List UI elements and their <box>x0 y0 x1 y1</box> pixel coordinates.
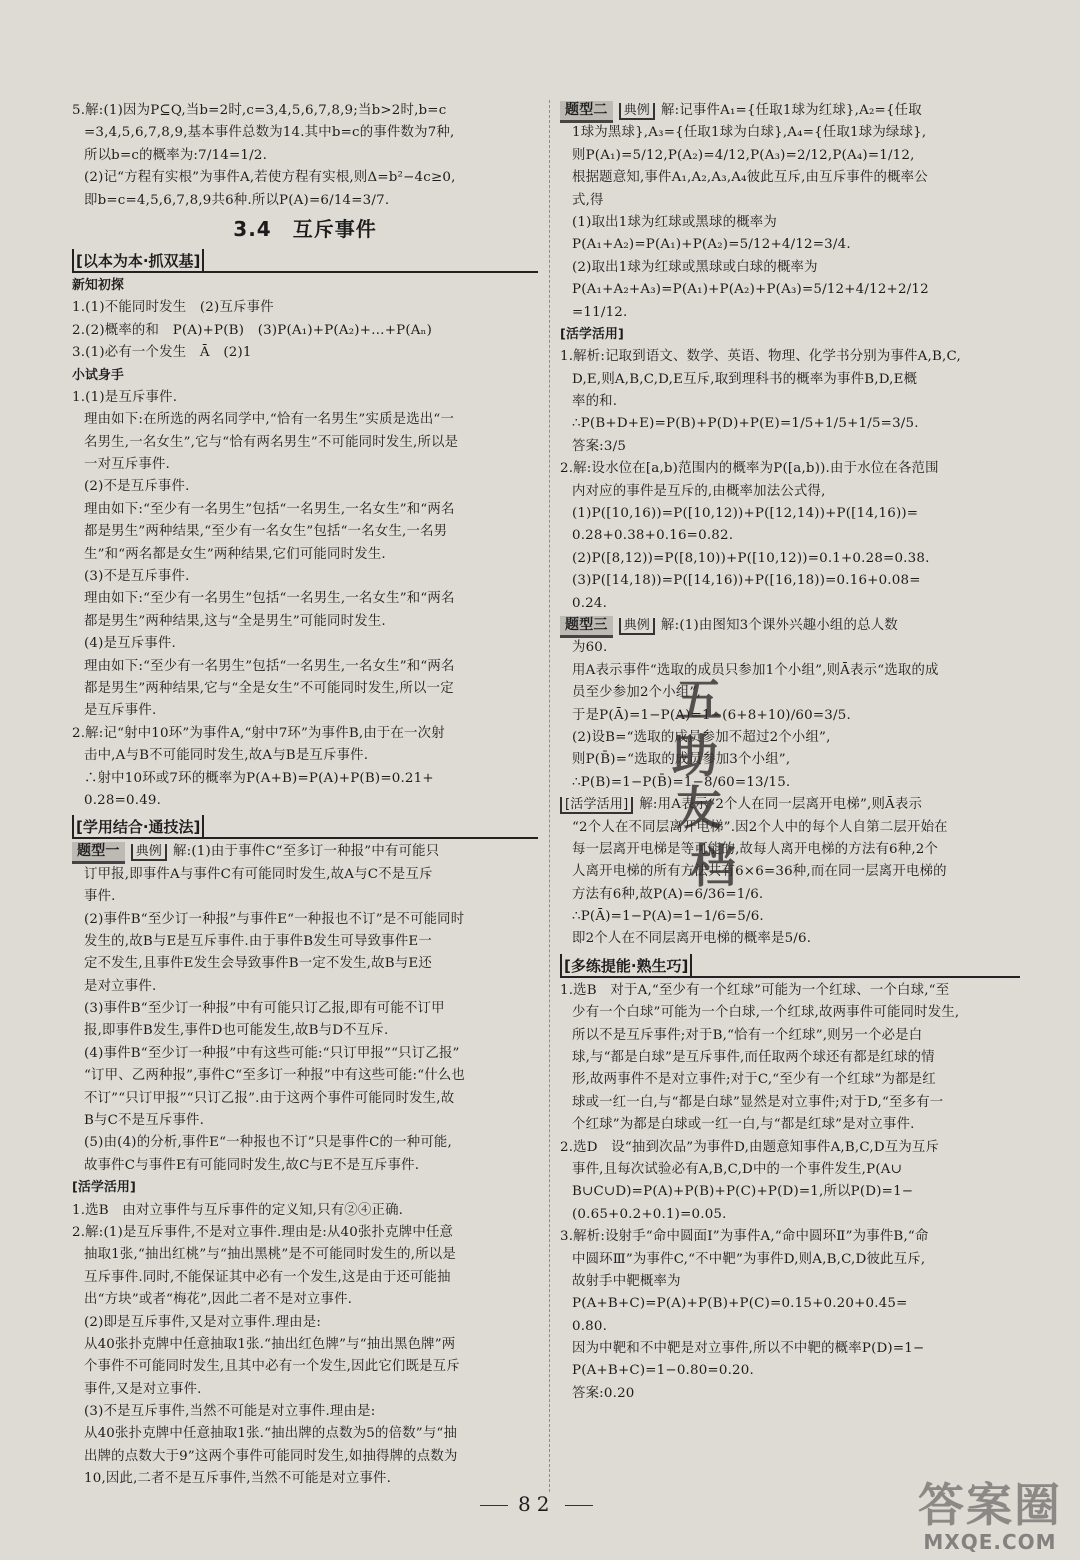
section-banner <box>72 815 538 839</box>
section-title <box>72 212 538 246</box>
text-line <box>72 1065 538 1087</box>
line-text: (1)取出1球为红球或黑球的概率为 <box>572 214 777 230</box>
text-line <box>72 499 538 521</box>
line-text: [活学活用] <box>560 326 625 342</box>
text-line <box>72 1155 538 1177</box>
line-text: 从40张扑克牌中任意抽取1张.“抽出牌的点数为5的倍数”与“抽 <box>84 1426 458 1442</box>
text-line <box>560 1316 1020 1338</box>
text-line <box>560 1226 1020 1248</box>
text-line <box>72 745 538 767</box>
text-line <box>72 678 538 700</box>
text-line <box>560 212 1020 234</box>
line-text: 则P(B̄)=“选取的成员参加3个小组”, <box>572 752 791 768</box>
line-text: D,E,则A,B,C,D,E互斥,取到理科书的概率为事件B,D,E概 <box>572 371 918 387</box>
line-text: ∴P(Ā)=1−P(A)=1−1/6=5/6. <box>572 909 764 925</box>
line-text: (4)事件B“至少订一种报”中有这些可能:“只订甲报”“只订乙报” <box>84 1045 460 1061</box>
text-line <box>560 705 1020 727</box>
line-text: 球,与“都是白球”是互斥事件,而任取两个球还有都是红球的情 <box>572 1050 935 1066</box>
column-divider <box>549 100 550 1492</box>
line-text: 理由如下:“至少有一名男生”包括“一名男生,一名女生”和“两名 <box>84 658 455 674</box>
line-text: P(A+B+C)=1−0.80=0.20. <box>572 1363 754 1379</box>
line-text: =3,4,5,6,7,8,9,基本事件总数为14.其中b=c的事件数为7种, <box>84 125 455 141</box>
line-text: 故事件C与事件E有可能同时发生,故C与E不是互斥事件. <box>84 1157 420 1173</box>
line-text: 0.24. <box>572 595 608 611</box>
text-line <box>72 1334 538 1356</box>
line-text: 为60. <box>572 640 608 656</box>
text-line <box>560 1360 1020 1382</box>
line-text: 0.80. <box>572 1318 608 1334</box>
text-line <box>560 458 1020 480</box>
line-text: 名男生,一名女生”,它与“恰有两名男生”不可能同时发生,所以是 <box>84 434 459 450</box>
line-text: 生”和“两名都是女生”两种结果,它们可能同时发生. <box>84 546 386 562</box>
watermark-url: MXQE.COM <box>923 1530 1057 1554</box>
left-column <box>72 100 538 1491</box>
line-text: 人离开电梯的所有方法共有6×6=36种,而在同一层离开电梯的 <box>572 864 947 880</box>
text-line <box>560 413 1020 435</box>
line-text: 不订”“只订甲报”“只订乙报”.由于这两个事件可能同时发生,故 <box>84 1090 455 1106</box>
line-text: 报,即事件B发生,事件D也可能发生,故B与D不互斥. <box>84 1023 389 1039</box>
watermark <box>918 1480 1062 1554</box>
line-text: 定不发生,且事件E发生会导致事件B一定不发生,故B与E还 <box>84 956 432 972</box>
text-line <box>72 1043 538 1065</box>
text-line <box>72 1401 538 1423</box>
text-line <box>72 1356 538 1378</box>
text-line <box>72 931 538 953</box>
text-line <box>72 953 538 975</box>
text-line <box>72 100 538 122</box>
line-text: 球或一红一白,与“都是白球”显然是对立事件;对于D,“至多有一 <box>572 1094 944 1110</box>
text-line <box>560 1114 1020 1136</box>
line-text: 5.解:(1)因为P⊆Q,当b=2时,c=3,4,5,6,7,8,9;当b>2时,b=c <box>72 103 447 118</box>
text-line <box>72 998 538 1020</box>
text-line <box>560 727 1020 749</box>
handwritten-mark-1: 五 <box>676 673 722 727</box>
line-text: (2)记“方程有实根”为事件A,若使方程有实根,则Δ=b²−4c≥0, <box>84 170 456 186</box>
text-line <box>72 909 538 931</box>
text-line <box>72 1423 538 1445</box>
line-text: [多练提能·熟生巧] <box>560 954 692 978</box>
line-text: 个事件不可能同时发生,且其中必有一个发生,因此它们既是互斥 <box>84 1359 460 1375</box>
line-text: [以本为本·抓双基] <box>72 249 204 273</box>
text-line <box>560 145 1020 167</box>
text-line <box>560 503 1020 525</box>
line-text: (2)设B=“选取的成员参加不超过2个小组”, <box>572 729 831 745</box>
example-label: 典例 <box>131 844 167 861</box>
text-line <box>560 637 1020 659</box>
line-text: 击中,A与B不可能同时发生,故A与B是互斥事件. <box>84 748 369 764</box>
text-line <box>560 548 1020 570</box>
text-line <box>560 928 1020 950</box>
text-line <box>560 884 1020 906</box>
practice-label: [活学活用] <box>560 797 633 814</box>
line-text: 率的和. <box>572 394 618 410</box>
text-line <box>72 1446 538 1468</box>
line-text: 订甲报,即事件A与事件C有可能同时发生,故A与C不是互斥 <box>84 866 433 882</box>
text-line <box>72 476 538 498</box>
text-line <box>72 365 538 387</box>
text-line <box>72 1088 538 1110</box>
text-line <box>560 1204 1020 1226</box>
text-line <box>560 1249 1020 1271</box>
line-text: (3)P([14,18))=P([14,16))+P([16,18))=0.16+0.08= <box>572 573 921 589</box>
section-banner <box>72 249 538 273</box>
text-line <box>560 391 1020 413</box>
line-text: “订甲、乙两种报”,事件C“至多订一种报”中有这些可能:“什么也 <box>84 1068 466 1084</box>
page-footer <box>470 1492 603 1516</box>
line-text: 3.解析:设射手“命中圆面Ⅰ”为事件A,“命中圆环Ⅱ”为事件B,“命 <box>560 1229 929 1245</box>
line-text: 故射手中靶概率为 <box>572 1273 681 1289</box>
line-text: 出牌的点数大于9”这两个事件可能同时发生,如抽得牌的点数为 <box>84 1448 458 1464</box>
line-text: 1.(1)不能同时发生 (2)互斥事件 <box>72 300 274 316</box>
text-line <box>72 588 538 610</box>
text-line <box>72 1379 538 1401</box>
line-text: 1.选B 对于A,“至少有一个红球”可能为一个红球、一个白球,“至 <box>560 982 950 998</box>
text-line <box>560 1002 1020 1024</box>
text-line <box>560 234 1020 256</box>
line-text: 1.选B 由对立事件与互斥事件的定义知,只有②④正确. <box>72 1202 404 1218</box>
line-text: B∪C∪D)=P(A)+P(B)+P(C)+P(D)=1,所以P(D)=1− <box>572 1184 914 1200</box>
text-line <box>72 320 538 342</box>
text-line <box>560 525 1020 547</box>
text-line <box>560 861 1020 883</box>
line-text: B与C不是互斥事件. <box>84 1113 205 1129</box>
line-text: P(A₁+A₂)=P(A₁)+P(A₂)=5/12+4/12=3/4. <box>572 237 851 253</box>
text-line <box>72 275 538 297</box>
line-text: =11/12. <box>572 304 628 320</box>
text-line <box>72 521 538 543</box>
text-line <box>560 1383 1020 1405</box>
line-text: 所以不是互斥事件;对于B,“恰有一个红球”,则另一个必是白 <box>572 1027 923 1043</box>
text-line <box>72 342 538 364</box>
line-text: 10,因此,二者不是互斥事件,当然不可能是对立事件. <box>84 1471 392 1487</box>
line-text: 互斥事件.同时,不能保证其中必有一个发生,这是由于还可能抽 <box>84 1269 451 1285</box>
line-text: 都是男生”两种结果,“至少有一名女生”包括“一名女生,一名男 <box>84 524 448 540</box>
text-line <box>560 346 1020 368</box>
text-line <box>72 611 538 633</box>
line-text: 事件,又是对立事件. <box>84 1381 202 1397</box>
line-text: 理由如下:“至少有一名男生”包括“一名男生,一名女生”和“两名 <box>84 501 455 517</box>
text-line <box>560 302 1020 324</box>
line-text: P(A+B+C)=P(A)+P(B)+P(C)=0.15+0.20+0.45= <box>572 1296 908 1312</box>
text-line <box>72 190 538 212</box>
line-text: 内对应的事件是互斥的,由概率加法公式得, <box>572 483 826 499</box>
line-text: 是互斥事件. <box>84 703 157 719</box>
line-text: ∴P(B)=1−P(B̄)=1−8/60=13/15. <box>572 774 791 790</box>
text-line <box>560 906 1020 928</box>
text-line <box>72 841 538 863</box>
line-text: (2)取出1球为红球或黑球或白球的概率为 <box>572 259 818 275</box>
text-line <box>72 1468 538 1490</box>
line-text: 解:用A表示“2个人在同一层离开电梯”,则Ā表示 <box>639 797 923 813</box>
text-line <box>560 369 1020 391</box>
text-line <box>560 1271 1020 1293</box>
text-line <box>72 1132 538 1154</box>
line-text: (4)是互斥事件. <box>84 636 176 652</box>
line-text: (0.65+0.2+0.1)=0.05. <box>572 1206 727 1222</box>
text-line <box>72 566 538 588</box>
line-text: 3.4 互斥事件 <box>233 216 377 241</box>
line-text: 因为中靶和不中靶是对立事件,所以不中靶的概率P(D)=1− <box>572 1341 925 1357</box>
line-text: 2.解:(1)是互斥事件,不是对立事件.理由是:从40张扑克牌中任意 <box>72 1224 454 1240</box>
line-text: 事件. <box>84 889 116 905</box>
text-line <box>560 324 1020 346</box>
line-text: (5)由(4)的分析,事件E“一种报也不订”只是事件C的一种可能, <box>84 1135 452 1151</box>
line-text: 解:(1)由于事件C“至多订一种报”中有可能只 <box>173 844 440 860</box>
line-text: ∴P(B+D+E)=P(B)+P(D)+P(E)=1/5+1/5+1/5=3/5. <box>572 416 919 432</box>
text-line <box>560 436 1020 458</box>
question-type-tag: 题型三 <box>560 616 613 638</box>
line-text: “2个人在不同层离开电梯”.因2个人中的每个人自第二层开始在 <box>572 819 948 835</box>
line-text: (2)不是互斥事件. <box>84 479 190 495</box>
line-text: 答案:3/5 <box>572 438 627 454</box>
text-line <box>560 257 1020 279</box>
text-line <box>72 723 538 745</box>
text-line <box>560 167 1020 189</box>
handwritten-mark-3: 友 <box>676 781 722 835</box>
line-text: 根据题意知,事件A₁,A₂,A₃,A₄彼此互斥,由互斥事件的概率公 <box>572 170 928 186</box>
line-text: 从40张扑克牌中任意抽取1张.“抽出红色牌”与“抽出黑色牌”两 <box>84 1336 456 1352</box>
text-line <box>72 1289 538 1311</box>
line-text: 少有一个白球”可能为一个白球,一个红球,故两事件可能同时发生, <box>572 1005 960 1021</box>
line-text: 解:记事件A₁={任取1球为红球},A₂={任取 <box>661 103 922 118</box>
line-text: 2.(2)概率的和 P(A)+P(B) (3)P(A₁)+P(A₂)+…+P(Aₙ) <box>72 322 433 338</box>
line-text: 用A表示事件“选取的成员只参加1个小组”,则Ā表示“选取的成 <box>572 662 939 678</box>
line-text: 员至少参加2个小组”, <box>572 685 701 701</box>
text-line <box>72 864 538 886</box>
question-type-tag: 题型一 <box>72 842 125 864</box>
line-text: 理由如下:在所选的两名同学中,“恰有一名男生”实质是选出“一 <box>84 412 455 428</box>
line-text: 3.(1)必有一个发生 Ā (2)1 <box>72 345 252 361</box>
example-label: 典例 <box>619 618 655 635</box>
section-banner <box>560 954 1020 978</box>
line-text: 所以b=c的概率为:7/14=1/2. <box>84 147 268 163</box>
text-line <box>560 593 1020 615</box>
text-line <box>560 772 1020 794</box>
text-line <box>560 749 1020 771</box>
line-text: ∴射中10环或7环的概率为P(A+B)=P(A)+P(B)=0.21+ <box>84 770 434 786</box>
text-line <box>560 980 1020 1002</box>
text-line <box>72 167 538 189</box>
text-line <box>560 1047 1020 1069</box>
line-text: 都是男生”两种结果,这与“全是男生”可能同时发生. <box>84 613 386 629</box>
text-line <box>72 633 538 655</box>
text-line <box>72 1200 538 1222</box>
line-text: 则P(A₁)=5/12,P(A₂)=4/12,P(A₃)=2/12,P(A₄)=1/12, <box>572 147 915 163</box>
text-line <box>560 122 1020 144</box>
text-line <box>72 1244 538 1266</box>
line-text: (3)事件B“至少订一种报”中有可能只订乙报,即有可能不订甲 <box>84 1001 445 1017</box>
text-line <box>560 100 1020 122</box>
line-text: 即b=c=4,5,6,7,8,9共6种.所以P(A)=6/14=3/7. <box>84 192 390 208</box>
text-line <box>72 297 538 319</box>
line-text: 1.(1)是互斥事件. <box>72 389 178 405</box>
text-line <box>560 1137 1020 1159</box>
text-line <box>560 570 1020 592</box>
line-text: 抽取1张,“抽出红桃”与“抽出黑桃”是不可能同时发生的,所以是 <box>84 1247 456 1263</box>
text-line <box>72 454 538 476</box>
text-line <box>72 790 538 812</box>
example-label: 典例 <box>619 103 655 120</box>
text-line <box>72 432 538 454</box>
line-text: 理由如下:“至少有一名男生”包括“一名男生,一名女生”和“两名 <box>84 591 455 607</box>
text-line <box>560 1025 1020 1047</box>
line-text: 1球为黑球},A₃={任取1球为白球},A₄={任取1球为绿球}, <box>572 125 927 141</box>
line-text: (2)即是互斥事件,又是对立事件.理由是: <box>84 1314 322 1330</box>
line-text: 新知初探 <box>72 277 124 293</box>
text-line <box>72 544 538 566</box>
text-line <box>72 1177 538 1199</box>
text-line <box>560 481 1020 503</box>
line-text: 小试身手 <box>72 367 124 383</box>
text-line <box>560 190 1020 212</box>
text-line <box>72 1222 538 1244</box>
text-line <box>560 1092 1020 1114</box>
text-line <box>72 768 538 790</box>
text-line <box>560 279 1020 301</box>
text-line <box>72 886 538 908</box>
text-line <box>72 387 538 409</box>
text-line <box>72 976 538 998</box>
question-type-tag: 题型二 <box>560 101 613 123</box>
text-line <box>560 1338 1020 1360</box>
text-line <box>560 615 1020 637</box>
line-text: 0.28=0.49. <box>84 792 162 808</box>
watermark-logo: 答案圈 <box>918 1478 1062 1532</box>
handwritten-mark-4: 档 <box>690 839 736 893</box>
line-text: 每一层离开电梯是等可能的,故每人离开电梯的方法有6种,2个 <box>572 841 939 857</box>
line-text: (2)P([8,12))=P([8,10))+P([10,12))=0.1+0.28=0.38. <box>572 550 930 566</box>
line-text: 发生的,故B与E是互斥事件.由于事件B发生可导致事件E一 <box>84 933 432 949</box>
text-line <box>72 409 538 431</box>
line-text: 形,故两事件不是对立事件;对于C,“至少有一个红球”为都是红 <box>572 1072 936 1088</box>
text-line <box>560 1293 1020 1315</box>
text-line <box>560 1069 1020 1091</box>
text-line <box>72 145 538 167</box>
line-text: 方法有6种,故P(A)=6/36=1/6. <box>572 886 764 902</box>
line-text: 中圆环Ⅲ”为事件C,“不中靶”为事件D,则A,B,C,D彼此互斥, <box>572 1251 926 1267</box>
text-line <box>72 1020 538 1042</box>
text-line <box>560 682 1020 704</box>
text-line <box>560 817 1020 839</box>
line-text: [学用结合·通技法] <box>72 815 204 839</box>
line-text: [活学活用] <box>72 1180 137 1196</box>
text-line <box>560 1181 1020 1203</box>
line-text: (1)P([10,16))=P([10,12))+P([12,14))+P([14,16))= <box>572 506 919 522</box>
line-text: (3)不是互斥事件. <box>84 569 190 585</box>
text-line <box>72 1110 538 1132</box>
text-line <box>560 839 1020 861</box>
text-line <box>560 1159 1020 1181</box>
line-text: 2.选D 设“抽到次品”为事件D,由题意知事件A,B,C,D互为互斥 <box>560 1139 940 1155</box>
text-line <box>560 660 1020 682</box>
right-column <box>560 100 1020 1405</box>
line-text: 解:(1)由图知3个课外兴趣小组的总人数 <box>661 617 898 633</box>
line-text: 是对立事件. <box>84 978 157 994</box>
text-line <box>72 656 538 678</box>
text-line <box>72 700 538 722</box>
line-text: 事件,且每次试验必有A,B,C,D中的一个事件发生,P(A∪ <box>572 1161 903 1177</box>
text-line <box>560 794 1020 816</box>
line-text: 0.28+0.38+0.16=0.82. <box>572 528 734 544</box>
line-text: 2.解:记“射中10环”为事件A,“射中7环”为事件B,由于在一次射 <box>72 725 445 741</box>
line-text: 即2个人在不同层离开电梯的概率是5/6. <box>572 931 812 947</box>
line-text: 答案:0.20 <box>572 1385 635 1401</box>
line-text: (2)事件B“至少订一种报”与事件E“一种报也不订”是不可能同时 <box>84 911 465 927</box>
line-text: 都是男生”两种结果,它与“全是女生”不可能同时发生,所以一定 <box>84 680 454 696</box>
handwritten-mark-2: 助 <box>672 729 718 783</box>
text-line <box>72 1312 538 1334</box>
text-line <box>72 1267 538 1289</box>
line-text: 2.解:设水位在[a,b)范围内的概率为P([a,b)).由于水位在各范围 <box>560 461 939 477</box>
line-text: 个红球”为都是白球或一红一白,与“都是红球”是对立事件. <box>572 1117 915 1133</box>
line-text: 于是P(Ā)=1−P(A)=1−(6+8+10)/60=3/5. <box>572 707 851 723</box>
line-text: 一对互斥事件. <box>84 457 170 473</box>
line-text: 1.解析:记取到语文、数学、英语、物理、化学书分别为事件A,B,C, <box>560 349 961 365</box>
line-text: (3)不是互斥事件,当然不可能是对立事件.理由是: <box>84 1404 376 1420</box>
line-text: 出“方块”或者“梅花”,因此二者不是对立事件. <box>84 1292 353 1308</box>
text-line <box>72 122 538 144</box>
line-text: P(A₁+A₂+A₃)=P(A₁)+P(A₂)+P(A₃)=5/12+4/12+2/12 <box>572 282 929 298</box>
page-number: 82 <box>518 1492 556 1516</box>
line-text: 式,得 <box>572 192 604 208</box>
